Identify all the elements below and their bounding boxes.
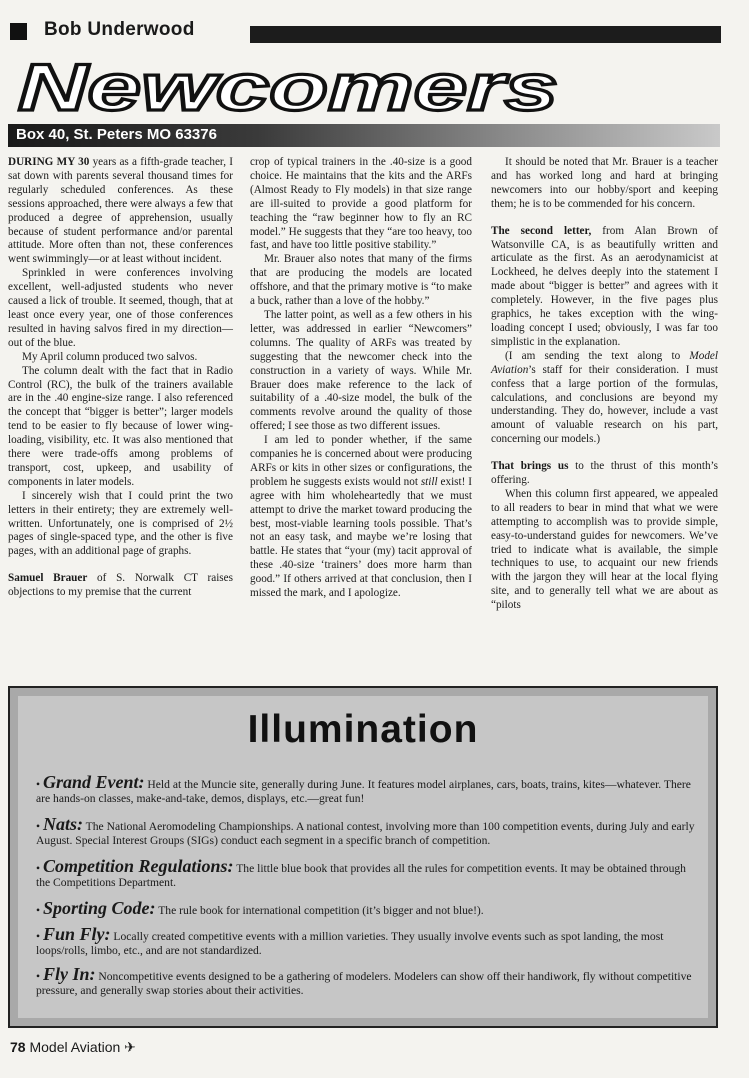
byline bbox=[10, 19, 721, 45]
byline-square bbox=[10, 23, 27, 40]
page-number: 78 bbox=[10, 1039, 26, 1055]
paragraph: When this column first appeared, we appealed to all readers to bear in mind that what we were attempting to accomplish was to provide simple, easy-to-understand guides for newcomers. We’ve tried to indicate what is available, the simple techniques to use, to acquaint our new friends with the jargon they will hear at the local flying site, and to generally tell what we are about as “pilots bbox=[491, 487, 718, 612]
article-column-3 bbox=[491, 156, 718, 613]
column-masthead bbox=[14, 52, 574, 124]
paragraph: DURING MY 30 years as a fifth-grade teacher, I sat down with parents several thousand times for regularly scheduled conferences. As these sessions approached, there were always a few that produced a degree of apprehension, usually because of student performance and/or parental attitude. More often than not, these conferences went swimmingly—or at least without incident. bbox=[8, 156, 233, 266]
paragraph: crop of typical trainers in the .40-size is a good choice. He maintains that the kits and the ARFs (Almost Ready to Fly models) in that size range are ill-suited to provide a good platform for teaching the “raw beginner how to fly an RC model.” He suggests that they “are too heavy, too fast, and have too little positive stability.” bbox=[250, 156, 472, 252]
glossary-entry: • Grand Event: Held at the Muncie site, generally during June. It features model airplanes, cars, boats, trains, kites—whatever. There are hands-on classes, make-and-take, demos, displays, etc.—great fun! bbox=[36, 772, 691, 805]
paragraph: Sprinkled in were conferences involving excellent, well-adjusted students who never caused a lick of trouble. It seemed, though, that at least once every year, one of those conferences resulted in having salvos fired in my direction—out of the blue. bbox=[8, 267, 233, 349]
article-column-1 bbox=[8, 156, 233, 600]
glossary-entry: • Sporting Code: The rule book for international competition (it’s bigger and not blue!). bbox=[36, 898, 484, 918]
airplane-icon: ✈ bbox=[124, 1039, 136, 1055]
address-banner bbox=[8, 124, 720, 147]
sidebar-title: Illumination bbox=[247, 708, 479, 751]
address-text: Box 40, St. Peters MO 63376 bbox=[16, 126, 217, 143]
byline-rule bbox=[250, 26, 721, 43]
paragraph: I am led to ponder whether, if the same companies he is concerned about were producing ARFs or kits in other sizes or configurations, the problem he suggests exists would not still exist! I agree with him wholeheartedly that we must attempt to drive the market toward producing the best, most-viable learning tools possible. That’s not an easy task, and maybe we’re losing that battle. He states that “your (my) tacit approval of these .40-size ‘trainers’ does more harm than good.” If others arrived at that conclusion, then I missed the mark, and I apologize. bbox=[250, 434, 472, 600]
paragraph: The latter point, as well as a few others in his letter, was addressed in earlier “Newcomers” columns. The quality of ARFs was treated by suggesting that the newcomer check into the construction in a variety of ways. While Mr. Brauer does make reference to the lack of suitability of a .40-size model, the bulk of the comments revolve around the quality of those offered; I see those as two different issues. bbox=[250, 308, 472, 433]
paragraph: I sincerely wish that I could print the two letters in their entirety; they are extremely well-written. Unfortunately, one is comprised of 2½ pages of single-spaced type, and the other is five pages, with an additional page of graphs. bbox=[8, 489, 233, 558]
magazine-name: Model Aviation bbox=[29, 1039, 121, 1055]
paragraph: (I am sending the text along to Model Aviation’s staff for their consideration. I must confess that a large portion of the formulas, calculations, and conclusions are beyond my understanding. They do, however, include a vast amount of valuable research on his part, concerning our models.) bbox=[491, 349, 718, 446]
illumination-sidebar bbox=[8, 686, 718, 1028]
glossary-entry: • Nats: The National Aeromodeling Championships. A national contest, involving more than 100 competition events, during July and early August. Special Interest Groups (SIGs) conduct each segment in a specific branch of competition. bbox=[36, 814, 695, 847]
glossary-entry: • Competition Regulations: The little blue book that provides all the rules for competition events. It may be obtained through the Competitions Department. bbox=[36, 856, 686, 889]
author-name: Bob Underwood bbox=[44, 19, 195, 40]
paragraph: That brings us to the thrust of this month’s offering. bbox=[491, 460, 718, 487]
column-title: Newcomers bbox=[18, 52, 558, 124]
paragraph: Mr. Brauer also notes that many of the firms that are producing the models are located offshore, and that the primary motive is “to make a buck, rather than a love of the hobby.” bbox=[250, 253, 472, 308]
glossary-entry: • Fun Fly: Locally created competitive events with a million varieties. They usually involve events such as spot landing, the most loops/rolls, limbo, etc., and are not standardized. bbox=[36, 924, 664, 957]
paragraph: The column dealt with the fact that in Radio Control (RC), the bulk of the trainers available are in the .40 engine-size range. I also referenced the concept that “bigger is better”; larger models tend to be easier to fly because of lower wing-loading, visibility, etc. It was also mentioned that there were trade-offs among problems of transport, cost, upkeep, and usability of components in later models. bbox=[8, 364, 233, 488]
paragraph: It should be noted that Mr. Brauer is a teacher and has worked long and hard at bringing newcomers into our hobby/sport and keeping them; he is to be commended for his concern. bbox=[491, 156, 718, 210]
glossary-entry: • Fly In: Noncompetitive events designed to be a gathering of modelers. Modelers can show off their handiwork, fly without competitive pressure, and generally swap stories about their activities. bbox=[36, 964, 692, 997]
paragraph: My April column produced two salvos. bbox=[22, 350, 198, 363]
sidebar-panel bbox=[18, 696, 708, 1018]
paragraph: Samuel Brauer of S. Norwalk CT raises objections to my premise that the current bbox=[8, 572, 233, 599]
paragraph: The second letter, from Alan Brown of Watsonville CA, is as beautifully written and articulate as the first. As an aerodynamicist at Lockheed, he delves deeply into the statement I made about “bigger is better” and agrees with it completely. However, in the five pages plus graphics, he takes exception with the wing-loading concept I used; obviously, I was far too simplistic in the explanation. bbox=[491, 224, 718, 348]
page-footer bbox=[10, 1039, 136, 1056]
article-column-2 bbox=[250, 156, 472, 601]
